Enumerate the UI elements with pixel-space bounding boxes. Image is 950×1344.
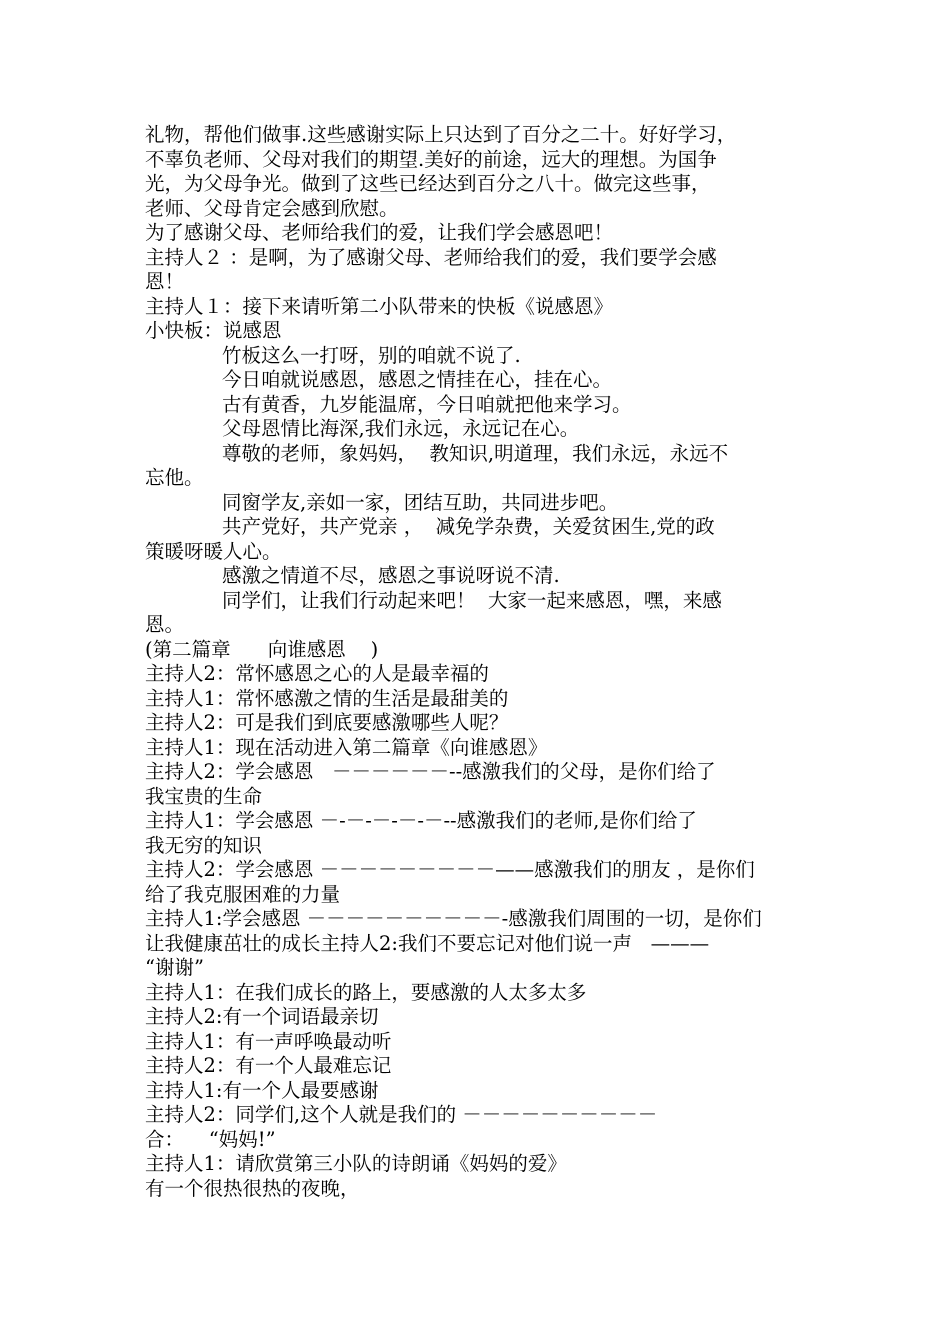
text-line: 不辜负老师、父母对我们的期望.美好的前途，远大的理想。为国争 <box>145 147 717 171</box>
text-line: 感激之情道不尽，感恩之事说呀说不清. <box>222 564 560 587</box>
text-line: 小快板：说感恩 <box>145 319 282 342</box>
text-line: 礼物，帮他们做事.这些感谢实际上只达到了百分之二十。好好学习， <box>145 123 737 146</box>
text-line: 父母恩情比海深,我们永远，永远记在心。 <box>222 417 580 440</box>
text-line: 主持人1：有一声呼唤最动听 <box>145 1029 392 1053</box>
text-line: 古有黄香，九岁能温席，今日咱就把他来学习。 <box>222 392 632 416</box>
text-line: 主持人１：接下来请听第二小队带来的快板《说感恩》 <box>145 294 614 318</box>
text-line: 合： “妈妈!” <box>145 1127 276 1151</box>
text-line: 忘他。 <box>145 466 204 489</box>
text-line: 恩！ <box>145 270 185 293</box>
text-line: 老师、父母肯定会感到欣慰。 <box>145 196 399 220</box>
text-line: 主持人2：学会感恩 －－－－－－－－－——感激我们的朋友 ，是你们 <box>145 858 755 881</box>
text-line: 共产党好，共产党亲 ， 减免学杂费，关爱贫困生,党的政 <box>222 515 715 538</box>
text-line: (第二篇章 向谁感恩 ) <box>145 637 379 661</box>
text-line: 我宝贵的生命 <box>145 784 263 808</box>
text-line: “谢谢” <box>145 956 204 979</box>
text-line: 主持人1:学会感恩 －－－－－－－－－－-感激我们周围的一切，是你们 <box>145 907 762 930</box>
text-line: 主持人２ ：是啊，为了感谢父母、老师给我们的爱，我们要学会感 <box>145 245 717 269</box>
text-line: 同学们，让我们行动起来吧！ 大家一起来感恩，嘿，来感 <box>222 588 722 612</box>
text-line: 主持人2：同学们,这个人就是我们的 －－－－－－－－－－ <box>145 1103 658 1126</box>
text-line: 主持人2：有一个人最难忘记 <box>145 1054 392 1077</box>
text-line: 有一个很热很热的夜晚， <box>145 1176 360 1200</box>
text-line: 今日咱就说感恩，感恩之情挂在心，挂在心。 <box>222 368 613 391</box>
text-line: 主持人2：常怀感恩之心的人是最幸福的 <box>145 662 489 685</box>
text-line: 恩。 <box>145 613 185 636</box>
text-line: 光，为父母争光。做到了这些已经达到百分之八十。做完这些事， <box>145 172 711 195</box>
text-line: 让我健康茁壮的成长主持人2:我们不要忘记对他们说一声 ——— <box>145 931 710 955</box>
text-line: 竹板这么一打呀，别的咱就不说了. <box>222 343 521 367</box>
text-line: 主持人1：学会感恩 －-－-－-－-－--感激我们的老师,是你们给了 <box>145 809 697 832</box>
document-body <box>145 123 810 1201</box>
text-line: 主持人1：常怀感激之情的生活是最甜美的 <box>145 686 509 710</box>
text-line: 策暖呀暖人心。 <box>145 539 282 563</box>
text-line: 给了我克服困难的力量 <box>145 882 341 906</box>
text-line: 主持人2:有一个词语最亲切 <box>145 1005 379 1028</box>
text-line: 我无穷的知识 <box>145 833 263 857</box>
text-line: 主持人2：学会感恩 －－－－－－--感激我们的父母，是你们给了 <box>145 760 716 783</box>
text-line: 主持人1：在我们成长的路上，要感激的人太多太多 <box>145 980 587 1004</box>
text-line: 主持人1:有一个人最要感谢 <box>145 1078 379 1102</box>
text-line: 同窗学友,亲如一家，团结互助，共同进步吧。 <box>222 490 619 514</box>
text-line: 为了感谢父母、老师给我们的爱，让我们学会感恩吧！ <box>145 221 614 244</box>
text-line: 主持人1：请欣赏第三小队的诗朗诵《妈妈的爱》 <box>145 1152 567 1175</box>
text-line: 主持人2：可是我们到底要感激哪些人呢？ <box>145 711 509 734</box>
text-line: 主持人1：现在活动进入第二篇章《向谁感恩》 <box>145 735 548 759</box>
text-line: 尊敬的老师，象妈妈， 教知识,明道理，我们永远，永远不 <box>222 441 729 465</box>
